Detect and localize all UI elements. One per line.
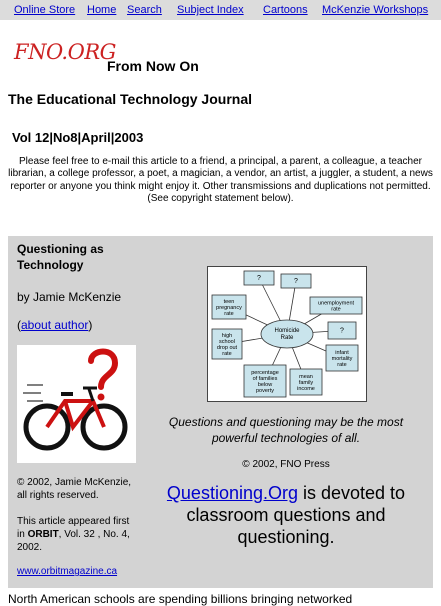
article-copyright: © 2002, Jamie McKenzie, all rights reserved. (17, 477, 132, 501)
map-node-label: rate (224, 311, 234, 317)
article-body-start: North American schools are spending billions bringing networked (8, 592, 353, 606)
article-byline: by Jamie McKenzie (17, 290, 122, 304)
about-author: (about author) (17, 318, 93, 332)
map-node-label: ? (257, 275, 261, 282)
map-node-label: pregnancy (216, 305, 242, 311)
site-tagline: From Now On (107, 58, 199, 74)
mind-map-svg (208, 267, 366, 401)
publication-note: This article appeared first in ORBIT, Vol. 32 , No. 4, 2002. (17, 516, 130, 553)
intro-paragraph: Please feel free to e-mail this article to a friend, a principal, a parent, a colleague, a teacher librarian, a college professor, a poet, a magician, a vendor, an artist, a juggler, a student, a news reporter or anyone you think might enjoy it. Other transmissions and duplications not permitted. (See copyright statement below). (8, 156, 433, 205)
map-node-label: below (257, 382, 273, 388)
map-node-label: income (297, 386, 315, 392)
issue-number: Vol 12|No8|April|2003 (12, 130, 144, 145)
journal-title: The Educational Technology Journal (8, 91, 252, 107)
map-node-label: of families (252, 376, 278, 382)
nav-subject-index[interactable]: Subject Index (177, 4, 244, 16)
article-title: Questioning as Technology (17, 242, 104, 272)
nav-cartoons[interactable]: Cartoons (263, 4, 308, 16)
map-node-label: high (221, 333, 233, 339)
feature-quote: Questions and questioning may be the most powerful technologies of all. (168, 415, 404, 445)
top-navigation (0, 0, 441, 20)
map-node-label: mortality (331, 356, 353, 362)
map-node-label: rate (222, 351, 232, 357)
map-center-label: Rate (280, 335, 294, 341)
orbit-magazine-link[interactable]: www.orbitmagazine.ca (17, 566, 118, 577)
questioning-org-link[interactable]: Questioning.Org (166, 483, 298, 503)
map-node-label: family (298, 380, 314, 386)
map-center-node (261, 320, 313, 348)
publication-name: ORBIT (27, 529, 59, 540)
map-node-label: rate (337, 362, 347, 368)
site-logo[interactable] (14, 40, 116, 64)
homicide-rate-mind-map (207, 266, 367, 402)
map-node-label: unemployment (317, 300, 355, 307)
map-node-label: school (219, 339, 235, 345)
bicycle-question-icon (17, 345, 136, 463)
bicycle-question-image (17, 345, 136, 463)
map-node-label: infant (335, 350, 349, 356)
map-node-label: ? (294, 278, 298, 285)
questioning-promo: Questioning.Org is devoted to classroom questions and questioning. (166, 483, 406, 547)
map-node-label: poverty (255, 388, 275, 394)
about-author-link[interactable]: about author (21, 318, 89, 332)
nav-online-store[interactable]: Online Store (14, 4, 76, 16)
map-center-label: Homicide (274, 328, 300, 334)
press-copyright: © 2002, FNO Press (242, 459, 330, 470)
map-node-label: mean (299, 374, 313, 380)
map-node-label: ? (340, 327, 344, 335)
map-node-label: percentage (251, 370, 279, 376)
nav-mckenzie-workshops[interactable]: McKenzie Workshops (322, 4, 429, 16)
nav-search[interactable]: Search (127, 4, 162, 16)
map-node-label: drop out (216, 345, 238, 351)
map-node-label: teen (223, 299, 235, 305)
map-node-label: rate (331, 306, 341, 313)
logo-text: FNO.ORG (14, 40, 116, 64)
nav-home[interactable]: Home (87, 4, 117, 16)
